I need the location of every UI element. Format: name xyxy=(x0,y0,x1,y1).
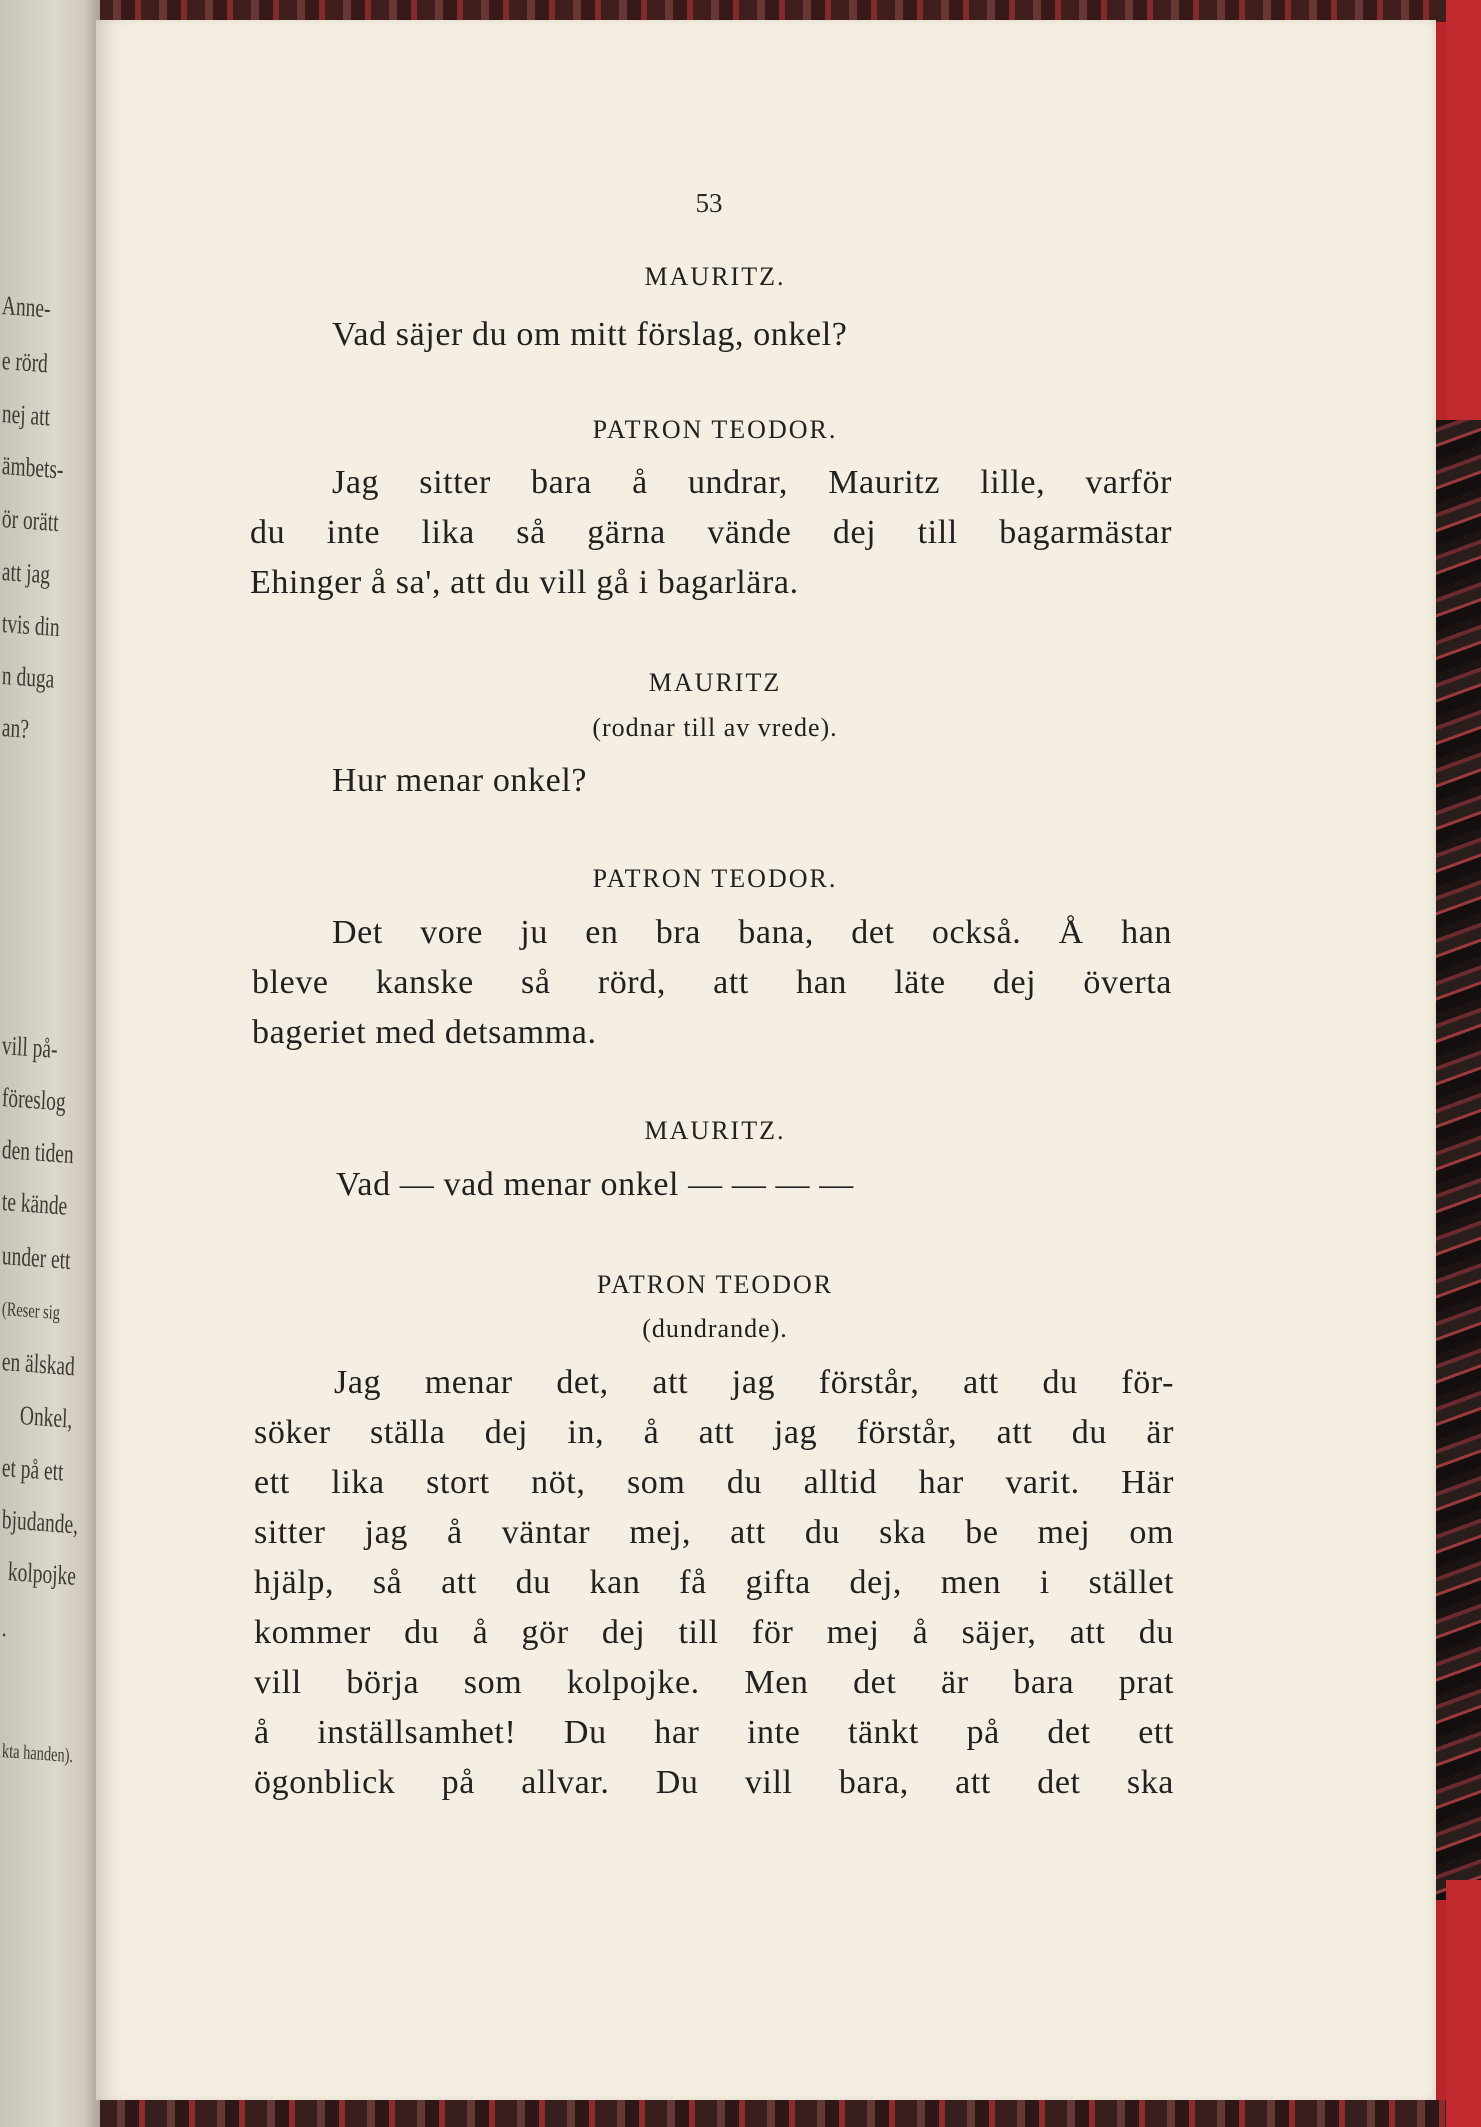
cover-edge-top xyxy=(95,0,1481,22)
speaker-heading: PATRON TEODOR xyxy=(596,1270,834,1299)
marbled-cover-edge xyxy=(1432,420,1481,1900)
dialogue-line: söker ställa dej in, å att jag förstår, att du är xyxy=(254,1414,1174,1451)
left-fragment: kolpojke xyxy=(7,1556,77,1591)
dialogue-line: bageriet med detsamma. xyxy=(252,1014,597,1051)
left-fragment: te kände xyxy=(1,1186,68,1221)
left-fragment: kta handen). xyxy=(1,1740,74,1768)
left-fragment: (Reser sig xyxy=(1,1298,61,1325)
left-fragment: ör orätt xyxy=(1,503,60,538)
left-fragment: att jag xyxy=(1,556,51,590)
left-fragment: under ett xyxy=(1,1240,72,1275)
left-fragment: ämbets- xyxy=(1,450,65,485)
dialogue-line: Hur menar onkel? xyxy=(332,762,588,799)
dialogue-line: ögonblick på allvar. Du vill bara, att det ska xyxy=(254,1764,1174,1801)
left-fragment: vill på- xyxy=(1,1030,59,1065)
dialogue-line: du inte lika så gärna vände dej till bagarmästar xyxy=(250,514,1172,551)
dialogue-line: Jag sitter bara å undrar, Mauritz lille, varför xyxy=(332,464,1172,501)
dialogue-line: vill börja som kolpojke. Men det är bara prat xyxy=(254,1664,1174,1701)
cover-edge-bottom xyxy=(95,2100,1481,2127)
left-fragment: tvis din xyxy=(1,608,61,643)
cover-red-edge xyxy=(1446,0,1481,430)
dialogue-line: å inställsamhet! Du har inte tänkt på det ett xyxy=(254,1714,1174,1751)
left-fragment: föreslog xyxy=(1,1082,67,1117)
left-fragment: bjudande, xyxy=(1,1504,79,1540)
stage-direction: (rodnar till av vrede). xyxy=(592,713,838,742)
stage-direction: (dundrande). xyxy=(642,1314,788,1343)
dialogue-line: Vad säjer du om mitt förslag, onkel? xyxy=(332,316,848,353)
speaker-heading: MAURITZ. xyxy=(644,1116,786,1145)
left-fragment: e rörd xyxy=(1,345,49,379)
left-fragment: n duga xyxy=(1,660,55,694)
speaker-heading: PATRON TEODOR. xyxy=(592,415,838,444)
dialogue-line: Ehinger å sa', att du vill gå i bagarlära. xyxy=(250,564,799,601)
dialogue-line: sitter jag å väntar mej, att du ska be mej om xyxy=(254,1514,1174,1551)
left-fragment: . xyxy=(1,1612,8,1643)
dialogue-line: kommer du å gör dej till för mej å säjer, att du xyxy=(254,1614,1174,1651)
dialogue-line: Det vore ju en bra bana, det också. Å han xyxy=(332,914,1172,951)
previous-page xyxy=(0,0,100,2127)
dialogue-line: hjälp, så att du kan få gifta dej, men i stället xyxy=(254,1564,1174,1601)
left-fragment: den tiden xyxy=(1,1134,75,1170)
dialogue-line: ett lika stort nöt, som du alltid har varit. Här xyxy=(254,1464,1174,1501)
page-number: 53 xyxy=(695,188,723,218)
dialogue-line: bleve kanske så rörd, att han läte dej överta xyxy=(252,964,1172,1001)
left-fragment: et på ett xyxy=(1,1452,65,1487)
left-fragment: Anne- xyxy=(1,290,52,324)
speaker-heading: MAURITZ xyxy=(648,668,782,697)
left-fragment: nej att xyxy=(1,398,51,432)
speaker-heading: PATRON TEODOR. xyxy=(592,864,838,893)
left-fragment: Onkel, xyxy=(19,1400,73,1434)
left-fragment: en älskad xyxy=(1,1346,76,1382)
dialogue-line: Vad — vad menar onkel — — — — xyxy=(336,1166,854,1203)
speaker-heading: MAURITZ. xyxy=(644,262,786,291)
left-fragment: an? xyxy=(1,712,30,744)
dialogue-line: Jag menar det, att jag förstår, att du för- xyxy=(334,1364,1174,1401)
cover-red-edge-lower xyxy=(1446,1880,1481,2127)
